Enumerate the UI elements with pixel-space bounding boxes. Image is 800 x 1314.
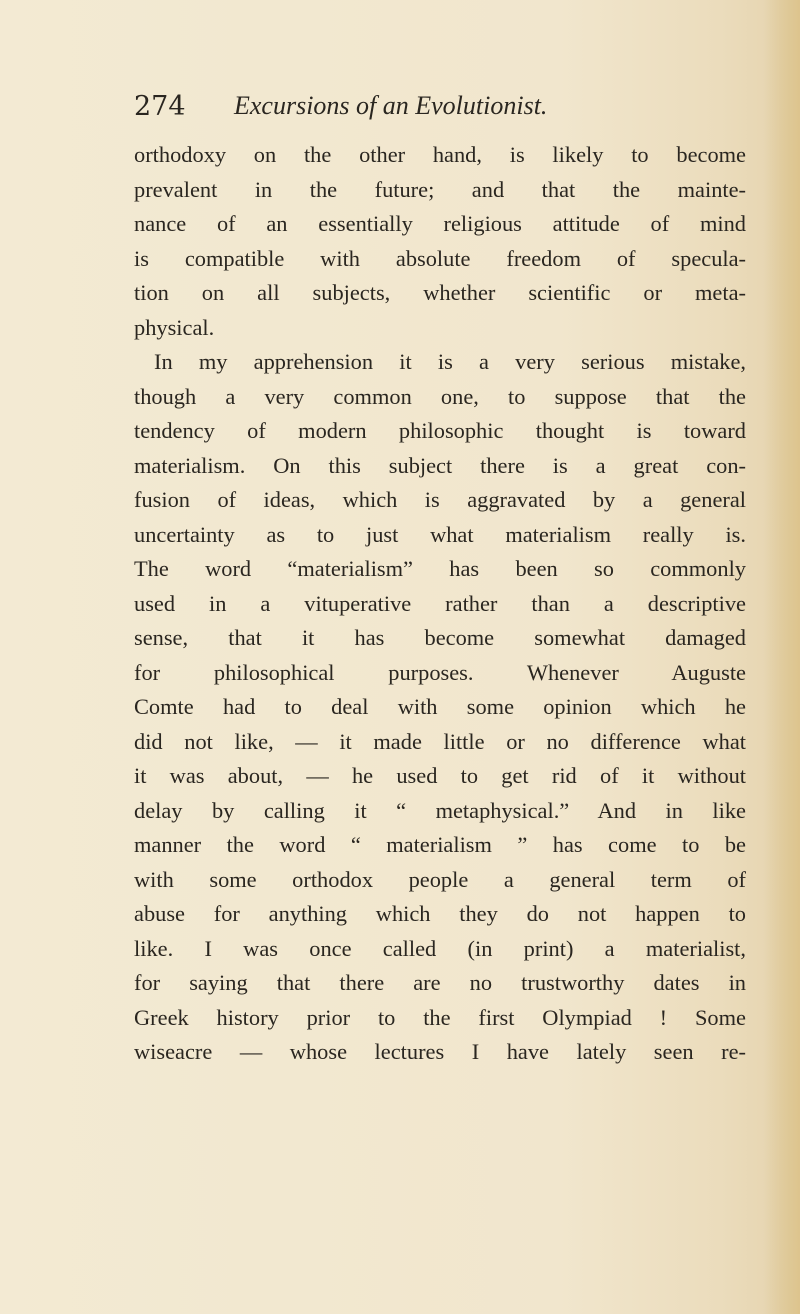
text-line: Greek history prior to the first Olympiad ! Some (134, 1004, 746, 1030)
text-line: did not like, — it made little or no difference what (134, 728, 746, 754)
text-line: orthodoxy on the other hand, is likely to become (134, 142, 746, 167)
text-line: though a very common one, to suppose that the (134, 383, 746, 409)
text-line: nance of an essentially religious attitude of mind (134, 211, 746, 236)
page-edge-shading (764, 0, 800, 1314)
text-line: with some orthodox people a general term of (134, 866, 746, 892)
text-line: sense, that it has become somewhat damaged (134, 625, 746, 650)
text-line: The word “materialism” has been so commonly (134, 556, 746, 581)
text-line: it was about, — he used to get rid of it without (134, 763, 746, 788)
text-line: like. I was once called (in print) a materialist, (134, 935, 746, 961)
text-line: prevalent in the future; and that the mainte- (134, 176, 746, 202)
text-line: Comte had to deal with some opinion which he (134, 694, 746, 719)
text-line: abuse for anything which they do not happen to (134, 901, 746, 926)
text-line: materialism. On this subject there is a great con- (134, 452, 746, 478)
text-line: wiseacre — whose lectures I have lately seen re- (134, 1039, 746, 1064)
text-line: manner the word “ materialism ” has come to be (134, 832, 746, 857)
body-text (134, 138, 754, 1070)
page-header (134, 91, 734, 131)
text-line: tion on all subjects, whether scientific or meta- (134, 280, 746, 305)
text-line: physical. (134, 314, 215, 340)
text-line: delay by calling it “ metaphysical.” And in like (134, 797, 746, 823)
text-line: uncertainty as to just what materialism really is. (134, 521, 746, 547)
text-line: for philosophical purposes. Whenever Auguste (134, 659, 746, 685)
text-line: used in a vituperative rather than a descriptive (134, 590, 746, 616)
text-line: is compatible with absolute freedom of specula- (134, 245, 746, 271)
text-line: tendency of modern philosophic thought is toward (134, 418, 746, 443)
running-title: Excursions of an Evolutionist. (234, 91, 548, 120)
text-line: fusion of ideas, which is aggravated by a general (134, 487, 746, 512)
text-line: In my apprehension it is a very serious mistake, (154, 349, 746, 374)
page-number: 274 (134, 91, 186, 122)
text-line: for saying that there are no trustworthy dates in (134, 970, 746, 995)
